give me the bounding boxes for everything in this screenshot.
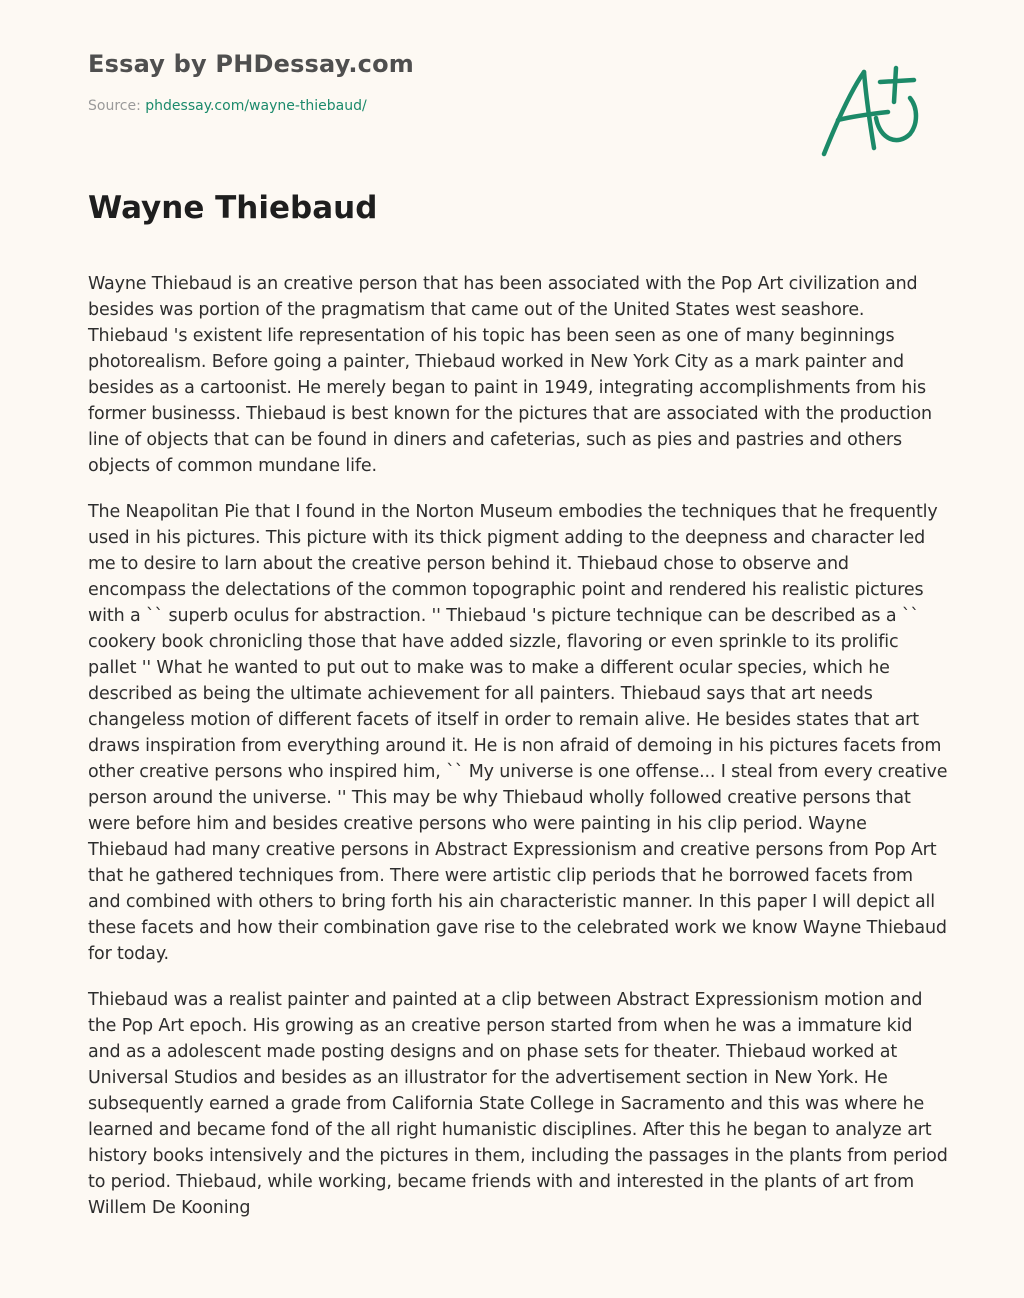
page-title: Wayne Thiebaud: [88, 190, 378, 226]
a-plus-logo-icon: [818, 62, 928, 162]
article-paragraph: The Neapolitan Pie that I found in the Norton Museum embodies the techniques that he frequently used in his pictures. This picture with its thick pigment adding to the deepness and character led me to desire to larn about the creative person behind it. Thiebaud chose to observe and encompass the delectations of the common topographic point and rendered his realistic pictures with a `` superb oculus for abstraction. '' Thiebaud 's picture technique can be described as a `` cookery book chronicling those that have added sizzle, flavoring or even sprinkle to its prolific pallet '' What he wanted to put out to make was to make a different ocular species, which he described as being the ultimate achievement for all painters. Thiebaud says that art needs changeless motion of different facets of itself in order to remain alive. He besides states that art draws inspiration from everything around it. He is non afraid of demoing in his pictures facets from other creative persons who inspired him, `` My universe is one offense... I steal from every creative person around the universe. '' This may be why Thiebaud wholly followed creative persons that were before him and besides creative persons who were painting in his clip period. Wayne Thiebaud had many creative persons in Abstract Expressionism and creative persons from Pop Art that he gathered techniques from. There were artistic clip periods that he borrowed facets from and combined with others to bring forth his ain characteristic manner. In this paper I will depict all these facets and how their combination gave rise to the celebrated work we know Wayne Thiebaud for today.: [88, 502, 948, 964]
source-link[interactable]: phdessay.com/wayne-thiebaud/: [145, 98, 367, 114]
article-paragraph: Wayne Thiebaud is an creative person that has been associated with the Pop Art civilization and besides was portion of the pragmatism that came out of the United States west seashore. Thiebaud 's existent life representation of his topic has been seen as one of many beginnings photorealism. Before going a painter, Thiebaud worked in New York City as a mark painter and besides as a cartoonist. He merely began to paint in 1949, integrating accomplishments from his former businesss. Thiebaud is best known for the pictures that are associated with the production line of objects that can be found in diners and cafeterias, such as pies and pastries and others objects of common mundane life.: [88, 274, 932, 476]
site-brand[interactable]: Essay by PHDessay.com: [88, 50, 414, 78]
source-label: Source:: [88, 98, 141, 114]
article-body: [88, 271, 948, 1241]
article-paragraph: Thiebaud was a realist painter and painted at a clip between Abstract Expressionism motion and the Pop Art epoch. His growing as an creative person started from when he was a immature kid and as a adolescent made posting designs and on phase sets for theater. Thiebaud worked at Universal Studios and besides as an illustrator for the advertisement section in New York. He subsequently earned a grade from California State College in Sacramento and this was where he learned and became fond of the all right humanistic disciplines. After this he began to analyze art history books intensively and the pictures in them, including the passages in the plants from period to period. Thiebaud, while working, became friends with and interested in the plants of art from Willem De Kooning: [88, 990, 948, 1218]
